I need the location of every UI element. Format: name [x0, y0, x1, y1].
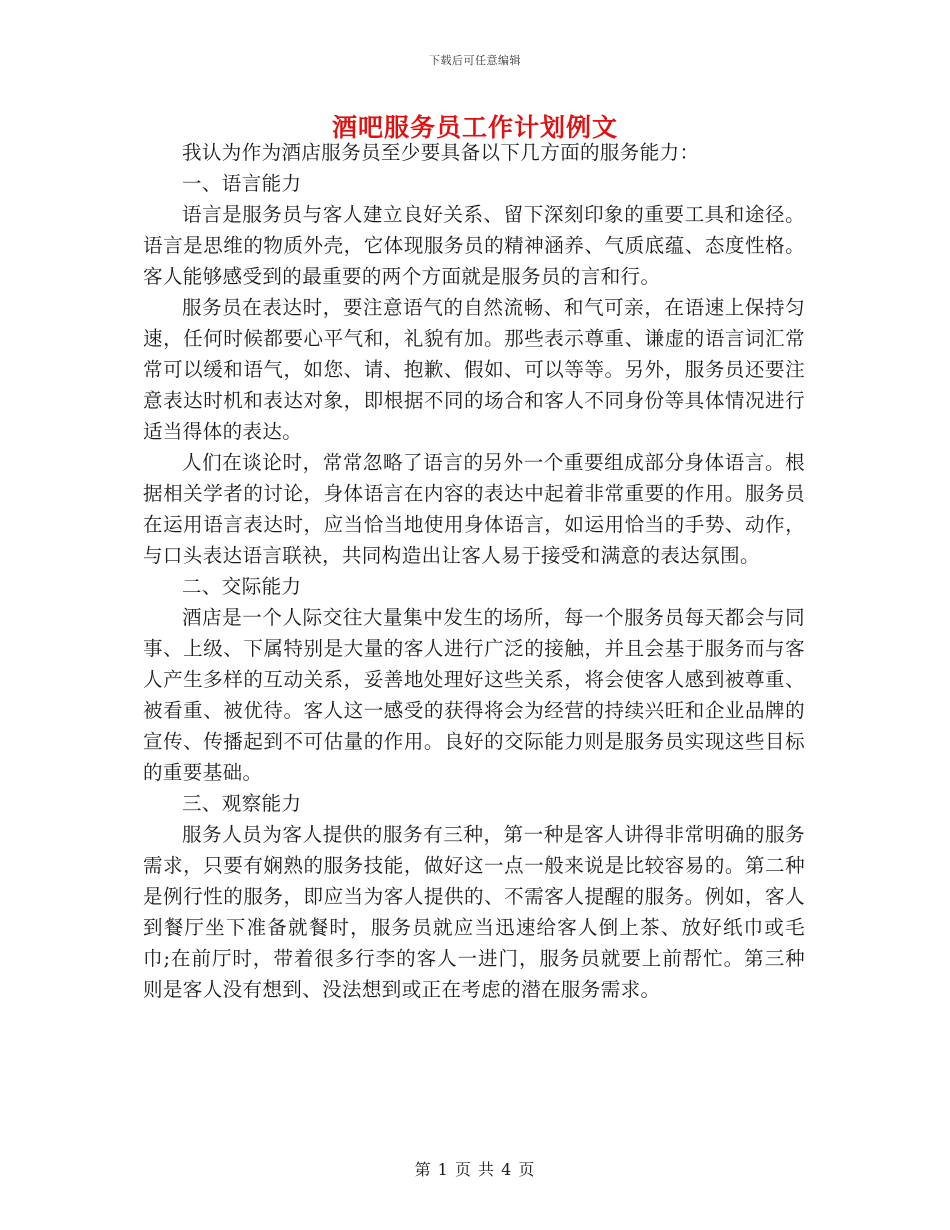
body-paragraph: 服务员在表达时，要注意语气的自然流畅、和气可亲，在语速上保持匀速，任何时候都要心平气和，礼貌有加。那些表示尊重、谦虚的语言词汇常常可以缓和语气，如您、请、抱歉、假如、可以等等。另外，服务员还要注意表达时机和表达对象，即根据不同的场合和客人不同身份等具体情况进行适当得体的表达。 — [143, 296, 805, 443]
document-title: 酒吧服务员工作计划例文 — [331, 113, 618, 142]
section-heading-observation: 三、观察能力 — [182, 792, 302, 815]
body-paragraph: 服务人员为客人提供的服务有三种，第一种是客人讲得非常明确的服务需求，只要有娴熟的服务技能，做好这一点一般来说是比较容易的。第二种是例行性的服务，即应当为客人提供的、不需客人提醒的服务。例如，客人到餐厅坐下准备就餐时，服务员就应当迅速给客人倒上茶、放好纸巾或毛巾;在前厅时，带着很多行李的客人一进门，服务员就要上前帮忙。第三种则是客人没有想到、没法想到或正在考虑的潜在服务需求。 — [143, 823, 805, 1001]
section-heading-language: 一、语言能力 — [182, 172, 302, 195]
document-body — [143, 137, 805, 1005]
header-note: 下载后可任意编辑 — [429, 54, 521, 67]
intro-paragraph: 我认为作为酒店服务员至少要具备以下几方面的服务能力： — [182, 141, 700, 164]
page-number: 第 1 页 共 4 页 — [414, 1160, 536, 1179]
body-paragraph: 人们在谈论时，常常忽略了语言的另外一个重要组成部分身体语言。根据相关学者的讨论，身体语言在内容的表达中起着非常重要的作用。服务员在运用语言表达时，应当恰当地使用身体语言，如运用恰当的手势、动作，与口头表达语言联袂，共同构造出让客人易于接受和满意的表达氛围。 — [143, 451, 805, 567]
body-paragraph: 酒店是一个人际交往大量集中发生的场所，每一个服务员每天都会与同事、上级、下属特别是大量的客人进行广泛的接触，并且会基于服务而与客人产生多样的互动关系，妥善地处理好这些关系，将会使客人感到被尊重、被看重、被优待。客人这一感受的获得将会为经营的持续兴旺和企业品牌的宣传、传播起到不可估量的作用。良好的交际能力则是服务员实现这些目标的重要基础。 — [143, 606, 805, 784]
body-paragraph: 语言是服务员与客人建立良好关系、留下深刻印象的重要工具和途径。语言是思维的物质外壳，它体现服务员的精神涵养、气质底蕴、态度性格。客人能够感受到的最重要的两个方面就是服务员的言和行。 — [143, 203, 805, 288]
section-heading-communication: 二、交际能力 — [182, 575, 302, 598]
